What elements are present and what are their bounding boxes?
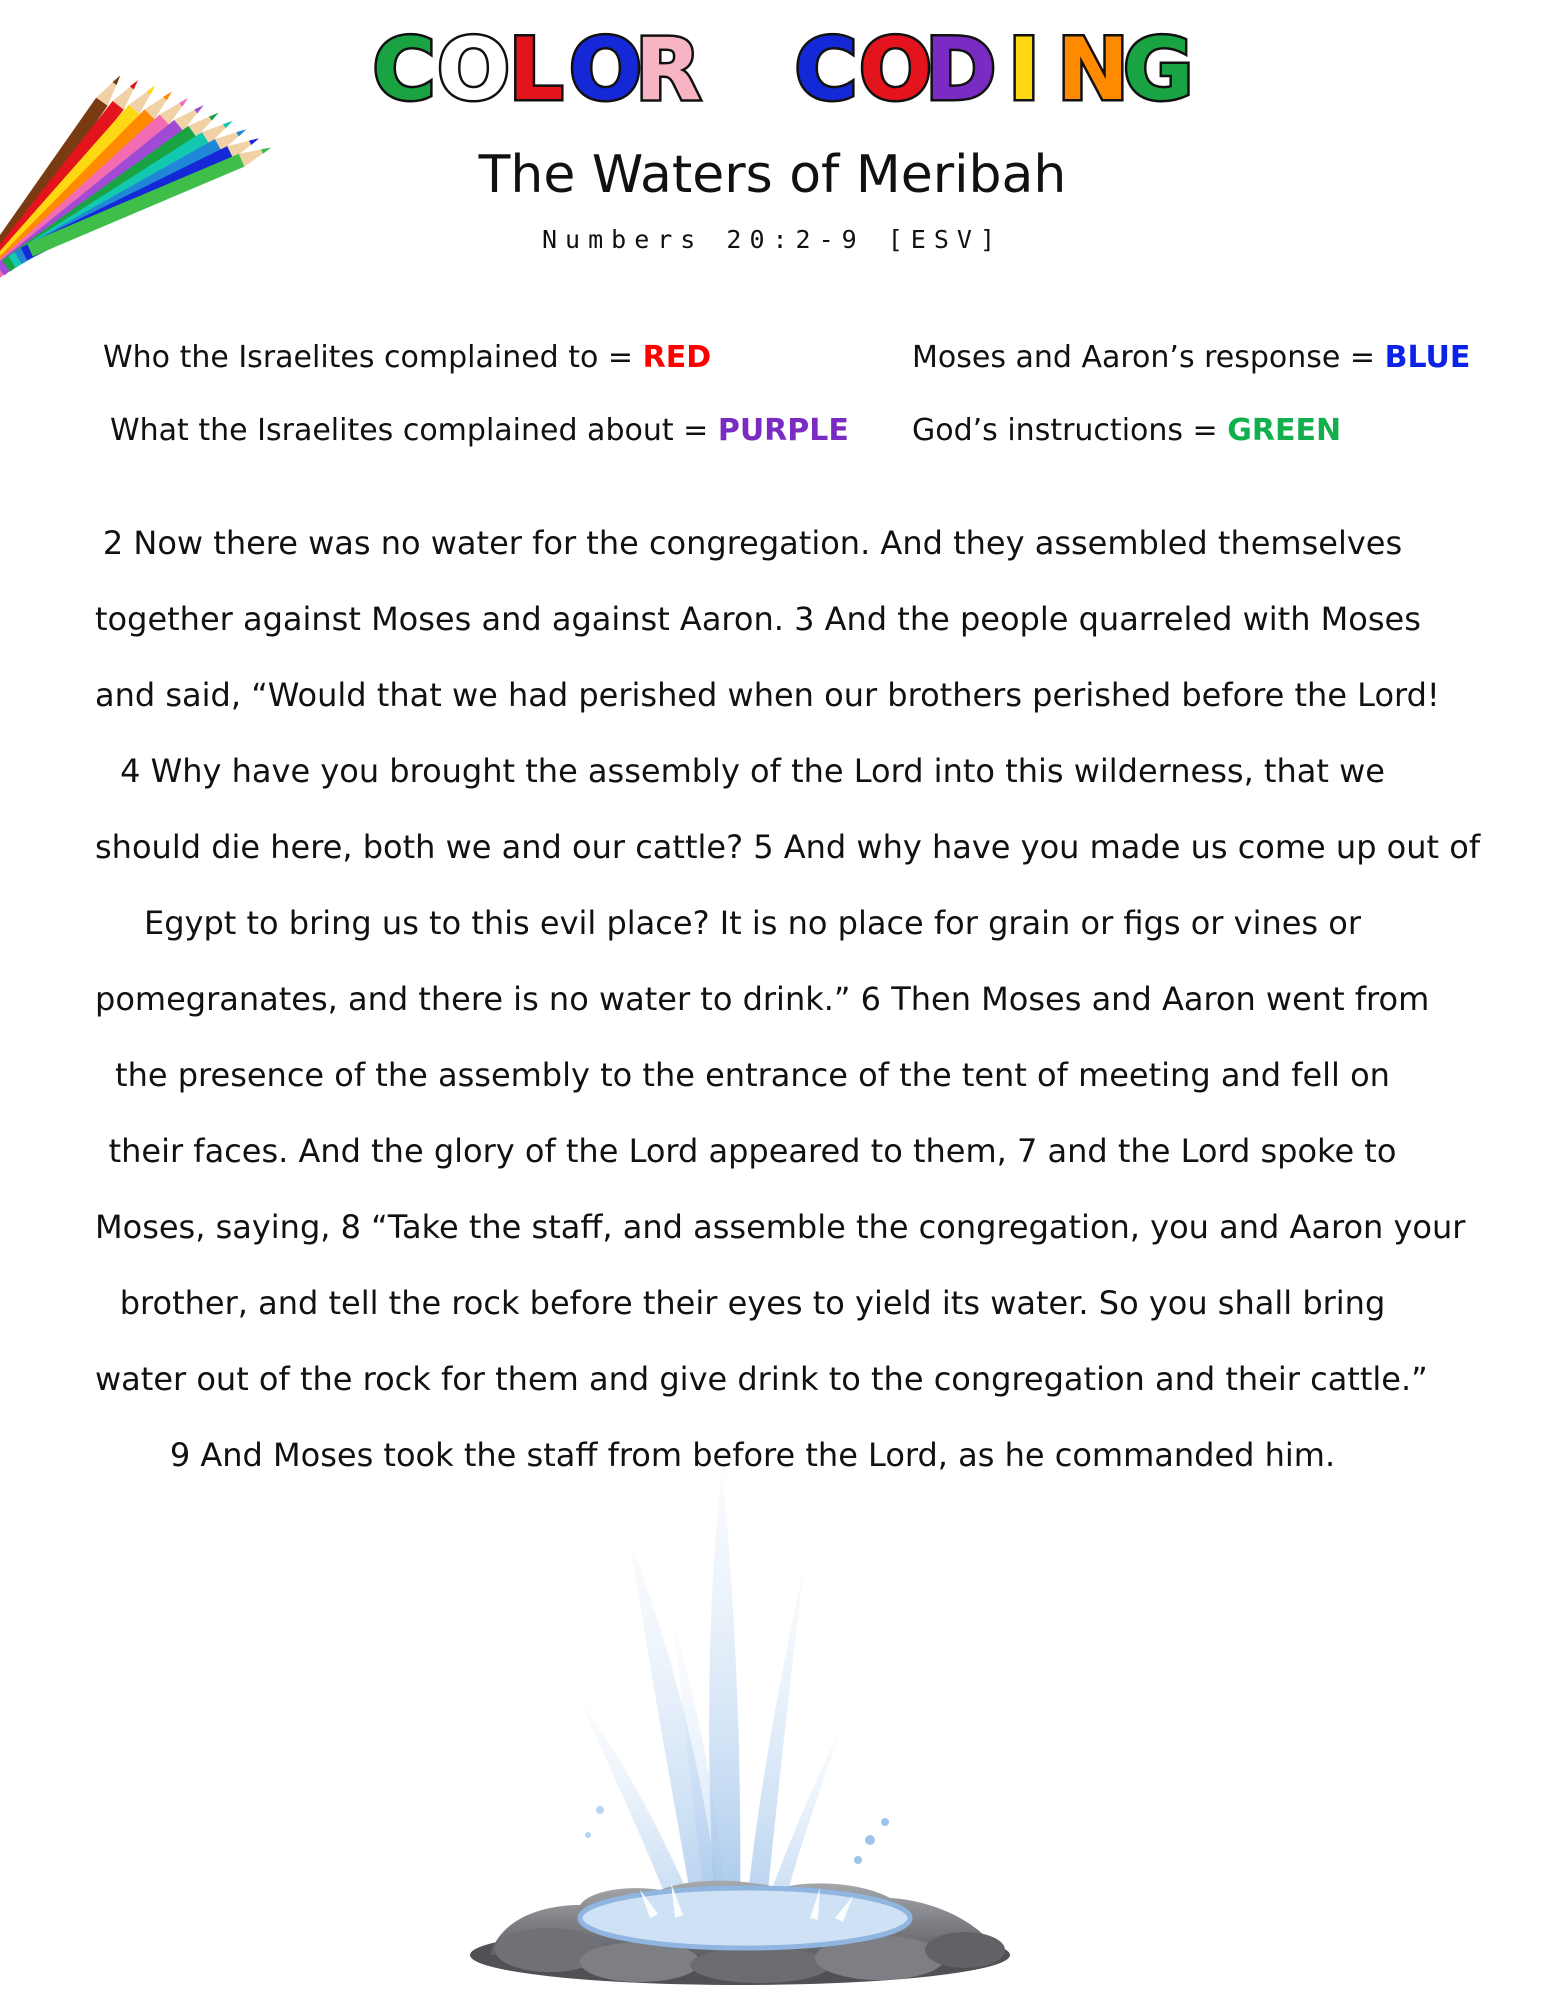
passage-line: pomegranates, and there is no water to drink.” 6 Then Moses and Aaron went from <box>95 980 1430 1018</box>
passage-line: together against Moses and against Aaron. 3 And the people quarreled with Moses <box>95 600 1421 638</box>
passage-line: 4 Why have you brought the assembly of the Lord into this wilderness, that we <box>120 752 1385 790</box>
title-letter: O <box>437 20 511 120</box>
page-title <box>340 20 1220 120</box>
key-color-blue: BLUE <box>1384 340 1471 375</box>
key-item-red <box>103 338 711 378</box>
title-letter: O <box>569 20 643 120</box>
key-color-green: GREEN <box>1227 413 1342 448</box>
scripture-passage <box>95 517 1481 1505</box>
page-subtitle: The Waters of Meribah <box>478 145 1067 205</box>
title-letter: G <box>1123 20 1194 120</box>
passage-line: their faces. And the glory of the Lord appeared to them, 7 and the Lord spoke to <box>108 1132 1397 1170</box>
key-label: Who the Israelites complained to = <box>103 340 643 375</box>
passage-line: 9 And Moses took the staff from before the Lord, as he commanded him. <box>169 1436 1336 1474</box>
passage-line: the presence of the assembly to the entrance of the tent of meeting and fell on <box>115 1056 1390 1094</box>
scripture-reference: Numbers 20:2-9 [ESV] <box>541 225 1004 254</box>
key-label: God’s instructions = <box>912 413 1228 448</box>
title-letter: L <box>508 20 564 120</box>
key-label: What the Israelites complained about = <box>110 413 718 448</box>
water-jets <box>580 1470 889 1920</box>
passage-line: and said, “Would that we had perished when our brothers perished before the Lord! <box>95 676 1440 714</box>
passage-line: brother, and tell the rock before their eyes to yield its water. So you shall bring <box>119 1284 1386 1322</box>
title-letter: R <box>635 20 702 120</box>
title-letter: D <box>925 20 997 120</box>
passage-line: Moses, saying, 8 “Take the staff, and assemble the congregation, you and Aaron your <box>95 1208 1466 1246</box>
key-color-purple: PURPLE <box>717 413 849 448</box>
passage-line: water out of the rock for them and give drink to the congregation and their cattle.” <box>95 1360 1428 1398</box>
title-letter: C <box>794 20 858 120</box>
passage-line: should die here, both we and our cattle? 5 And why have you made us come up out of <box>95 828 1481 866</box>
water-from-rock-icon <box>460 1450 1020 1990</box>
key-item-blue <box>912 338 1470 378</box>
passage-line: Egypt to bring us to this evil place? It is no place for grain or figs or vines or <box>143 904 1361 942</box>
key-item-purple <box>110 411 849 451</box>
title-letter: O <box>859 20 933 120</box>
key-label: Moses and Aaron’s response = <box>912 340 1385 375</box>
title-letter: I <box>1008 20 1040 120</box>
title-letter: C <box>372 20 436 120</box>
key-color-red: RED <box>642 340 712 375</box>
passage-line: 2 Now there was no water for the congregation. And they assembled themselves <box>102 524 1403 562</box>
title-letter: N <box>1057 20 1129 120</box>
key-item-green <box>912 411 1341 451</box>
